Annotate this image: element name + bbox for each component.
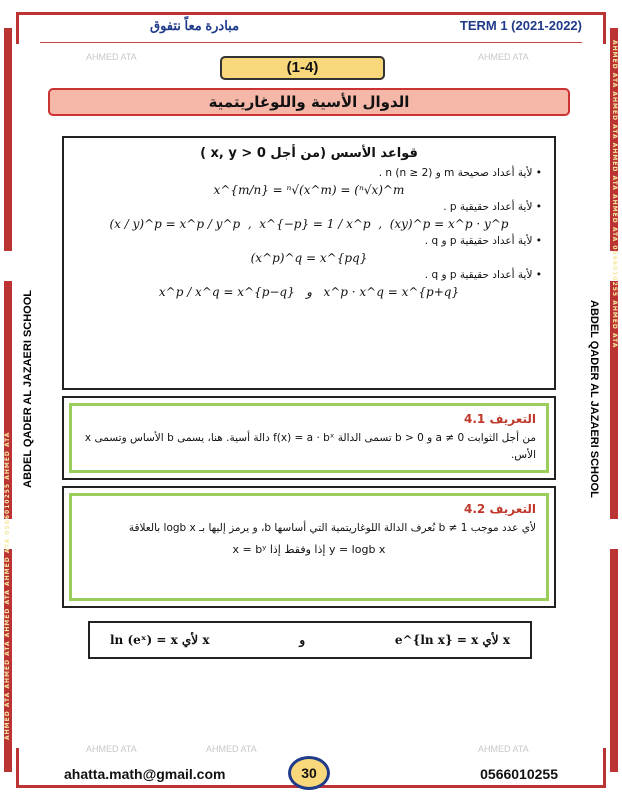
rule-formula: (xy)^p = x^p · y^p bbox=[389, 217, 509, 231]
rule-formula: x^{m/n} = ⁿ√(x^m) = (ⁿ√x)^m bbox=[213, 183, 405, 197]
rules-heading: قواعد الأسس (من أجل x, y > 0 ) bbox=[200, 146, 418, 161]
school-name-right: ABDEL QADER AL JAZAERI SCHOOL bbox=[588, 300, 600, 498]
log-identities-box bbox=[88, 621, 532, 659]
definition-text: من أجل الثوابت a ≠ 0 و b > 0 تسمى الدالة f(x) = a · bˣ دالة أسية. هنا، يسمى b الأساس وتسمى x الأس. bbox=[84, 432, 536, 461]
rule-formula-group: x^p / x^q = x^{p−q} و x^p · x^q = x^{p+q} bbox=[158, 285, 460, 299]
definition-4-1-box bbox=[62, 396, 556, 480]
watermark: AHMED ATA bbox=[478, 744, 529, 754]
left-strip-text: AHMED ATA AHMED ATA AHMED ATA AHMED ATA 0566010255 AHMED ATA bbox=[4, 431, 11, 740]
page-number: 30 bbox=[288, 756, 330, 790]
rule-bullet: • لأية أعداد صحيحة m و n (n ≥ 2) . bbox=[378, 167, 542, 179]
rule-bullet: • لأية أعداد حقيقية p . bbox=[443, 201, 542, 213]
definition-text: لأي عدد موجب b ≠ 1 نُعرف الدالة اللوغاريتمية التي أساسها b، و يرمز إليها بـ logb x بالعلاقة bbox=[128, 522, 536, 534]
school-name-left: ABDEL QADER AL JAZAERI SCHOOL bbox=[22, 290, 34, 488]
right-strip-text: AHMED ATA AHMED ATA AHMED ATA AHMED ATA 0566010255 AHMED ATA bbox=[611, 40, 618, 349]
definition-4-2-box bbox=[62, 486, 556, 608]
initiative-title: مبادرة معاً نتفوق bbox=[150, 18, 240, 33]
lesson-number: (1-4) bbox=[220, 56, 385, 80]
rule-bullet: • لأية أعداد حقيقية p و q . bbox=[424, 235, 542, 247]
rule-formula: (x / y)^p = x^p / y^p bbox=[109, 217, 241, 231]
definition-formula: y = logb x إذا وفقط إذا x = bʸ bbox=[232, 543, 386, 556]
identity-exp-ln: e^{ln x} = x لأي x bbox=[394, 633, 510, 647]
rule-formula: x^p · x^q = x^{p+q} bbox=[323, 285, 460, 299]
term-label: TERM 1 (2021-2022) bbox=[459, 18, 582, 33]
watermark: AHMED ATA bbox=[478, 52, 529, 62]
rule-formula: x^{−p} = 1 / x^p bbox=[259, 217, 371, 231]
watermark: AHMED ATA bbox=[206, 744, 257, 754]
definition-4-1-inner bbox=[69, 403, 549, 473]
identity-ln-exp: ln (eˣ) = x لأي x bbox=[110, 633, 210, 647]
rule-formula: (x^p)^q = x^{pq} bbox=[250, 251, 368, 265]
definition-title: التعريف 4.2 bbox=[464, 502, 536, 516]
rule-bullet: • لأية أعداد حقيقية p و q . bbox=[424, 269, 542, 281]
exponent-rules-box bbox=[62, 136, 556, 390]
watermark: AHMED ATA bbox=[86, 52, 137, 62]
watermark: AHMED ATA bbox=[86, 744, 137, 754]
footer-phone: 0566010255 bbox=[480, 766, 558, 782]
identity-joiner: و bbox=[299, 633, 306, 647]
lesson-title: الدوال الأسية واللوغاريتمية bbox=[48, 88, 570, 116]
rule-formula: x^p / x^q = x^{p−q} bbox=[158, 285, 295, 299]
header-rule bbox=[40, 42, 582, 43]
footer-email: ahatta.math@gmail.com bbox=[64, 766, 226, 782]
definition-4-2-inner bbox=[69, 493, 549, 601]
rule-formula-group: (x / y)^p = x^p / y^p , x^{−p} = 1 / x^p , (xy)^p = x^p · y^p bbox=[109, 217, 509, 231]
definition-title: التعريف 4.1 bbox=[464, 412, 536, 426]
